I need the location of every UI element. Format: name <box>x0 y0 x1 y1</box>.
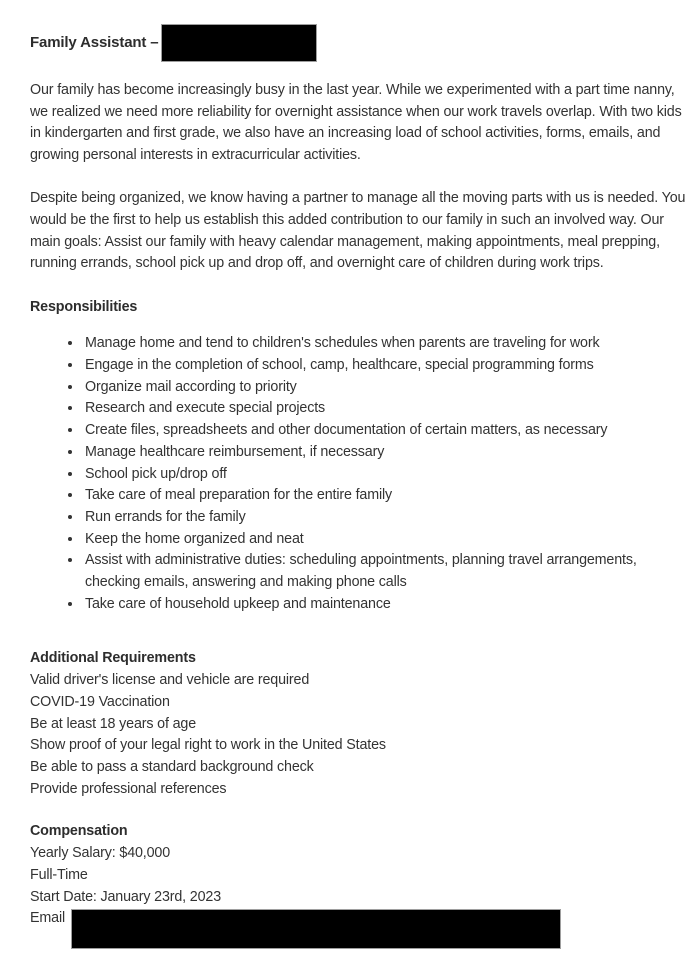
compensation-line: Start Date: January 23rd, 2023 <box>30 888 222 905</box>
document-title: Family Assistant – <box>30 33 159 51</box>
intro-paragraph: Despite being organized, we know having a partner to manage all the moving parts with us is needed. You would be the first to help us establish this added contribution to our family in such an involved way. Our main goals: Assist our family with heavy calendar management, making appointments, meal prepping, running errands, school pick up and drop off, and overnight care of children during work trips. <box>30 190 686 272</box>
responsibility-item: • Assist with administrative duties: scheduling appointments, planning travel arrangements, checking emails, answering and making phone calls <box>83 550 686 593</box>
redacted-email-address-box <box>71 909 561 949</box>
responsibility-item: • Research and execute special projects <box>83 398 686 420</box>
responsibility-item: • Take care of meal preparation for the entire family <box>83 485 686 507</box>
email-line <box>30 908 686 949</box>
compensation-lines <box>30 843 686 908</box>
intro-section <box>30 80 686 275</box>
responsibility-item: • Create files, spreadsheets and other documentation of certain matters, as necessary <box>83 420 686 442</box>
responsibility-item: • Take care of household upkeep and maintenance <box>83 594 686 616</box>
requirement-line: Valid driver's license and vehicle are required <box>30 672 310 689</box>
requirement-line: Show proof of your legal right to work in the United States <box>30 737 386 754</box>
responsibility-item: • Organize mail according to priority <box>83 377 686 399</box>
responsibility-item: • Manage healthcare reimbursement, if necessary <box>83 442 686 464</box>
responsibilities-list <box>30 333 686 615</box>
requirement-line: Be at least 18 years of age <box>30 715 197 732</box>
additional-requirements-heading: Additional Requirements <box>30 650 196 667</box>
responsibility-item: • School pick up/drop off <box>83 464 686 486</box>
requirement-line: Be able to pass a standard background check <box>30 758 314 775</box>
responsibility-item: • Run errands for the family <box>83 507 686 529</box>
responsibility-item: • Engage in the completion of school, camp, healthcare, special programming forms <box>83 355 686 377</box>
responsibilities-heading: Responsibilities <box>30 298 138 315</box>
additional-requirements-list <box>30 670 686 800</box>
responsibility-item: • Keep the home organized and neat <box>83 529 686 551</box>
email-label: Email <box>30 910 65 927</box>
requirement-line: COVID-19 Vaccination <box>30 693 170 710</box>
compensation-line: Full-Time <box>30 866 88 883</box>
intro-paragraph: Our family has become increasingly busy in the last year. While we experimented with a part time nanny, we realized we need more reliability for overnight assistance when our work travels overlap. With two kids in kindergarten and first grade, we also have an increasing load of school activities, forms, emails, and growing personal interests in extracurricular activities. <box>30 82 682 164</box>
redacted-employer-name-box <box>161 24 317 62</box>
compensation-heading: Compensation <box>30 823 128 840</box>
document-title-line <box>30 23 686 62</box>
requirement-line: Provide professional references <box>30 780 227 797</box>
compensation-line: Yearly Salary: $40,000 <box>30 845 171 862</box>
responsibility-item: • Manage home and tend to children's schedules when parents are traveling for work <box>83 333 686 355</box>
